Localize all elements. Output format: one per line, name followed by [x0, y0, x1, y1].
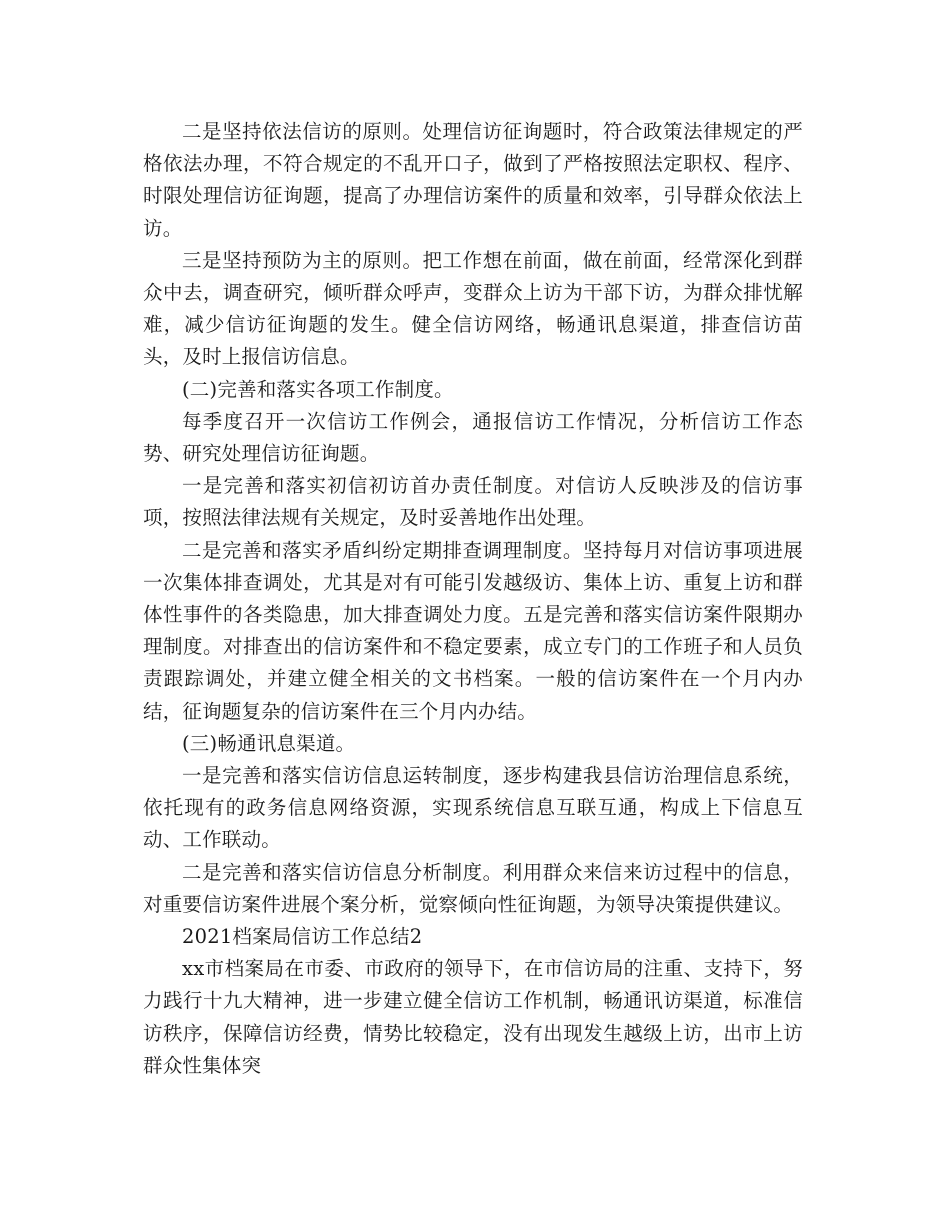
paragraph-principle-prevention: 三是坚持预防为主的原则。把工作想在前面，做在前面，经常深化到群众中去，调查研究，倾听群众呼声，变群众上访为干部下访，为群众排忧解难，减少信访征询题的发生。健全信访网络，畅通讯息渠道，排查信访苗头，及时上报信访信息。 [143, 248, 803, 369]
paragraph-information-analysis: 二是完善和落实信访信息分析制度。利用群众来信来访过程中的信息，对重要信访案件进展个案分析，觉察倾向性征询题，为领导决策提供建议。 [143, 860, 803, 916]
paragraph-principle-lawful: 二是坚持依法信访的原则。处理信访征询题时，符合政策法律规定的严格依法办理，不符合规定的不乱开口子，做到了严格按照法定职权、程序、时限处理信访征询题，提高了办理信访案件的质量和效率，引导群众依法上访。 [143, 120, 803, 240]
section-heading-systems: (二)完善和落实各项工作制度。 [182, 377, 454, 401]
paragraph-information-operation: 一是完善和落实信访信息运转制度，逐步构建我县信访治理信息系统，依托现有的政务信息网络资源，实现系统信息互联互通，构成上下信息互动、工作联动。 [143, 764, 803, 852]
section-heading-information-channels: (三)畅通讯息渠道。 [182, 731, 356, 755]
document-subtitle: 2021档案局信访工作总结2 [182, 925, 423, 949]
paragraph-first-visit-responsibility: 一是完善和落实初信初访首办责任制度。对信访人反映涉及的信访事项，按照法律法规有关规定，及时妥善地作出处理。 [143, 474, 803, 530]
document-body [143, 116, 803, 1082]
paragraph-archives-bureau-summary: xx市档案局在市委、市政府的领导下，在市信访局的注重、支持下，努力践行十九大精神，进一步建立健全信访工作机制，畅通讯访渠道，标准信访秩序，保障信访经费，情势比较稳定，没有出现发生越级上访，出市上访群众性集体突 [143, 957, 803, 1077]
paragraph-dispute-screening: 二是完善和落实矛盾纠纷定期排查调理制度。坚持每月对信访事项进展一次集体排查调处，尤其是对有可能引发越级访、集体上访、重复上访和群体性事件的各类隐患，加大排查调处力度。五是完善和落实信访案件限期办理制度。对排查出的信访案件和不稳定要素，成立专门的工作班子和人员负责跟踪调处，并建立健全相关的文书档案。一般的信访案件在一个月内办结，征询题复杂的信访案件在三个月内办结。 [143, 538, 803, 723]
paragraph-quarterly-meeting: 每季度召开一次信访工作例会，通报信访工作情况，分析信访工作态势、研究处理信访征询题。 [143, 409, 803, 466]
